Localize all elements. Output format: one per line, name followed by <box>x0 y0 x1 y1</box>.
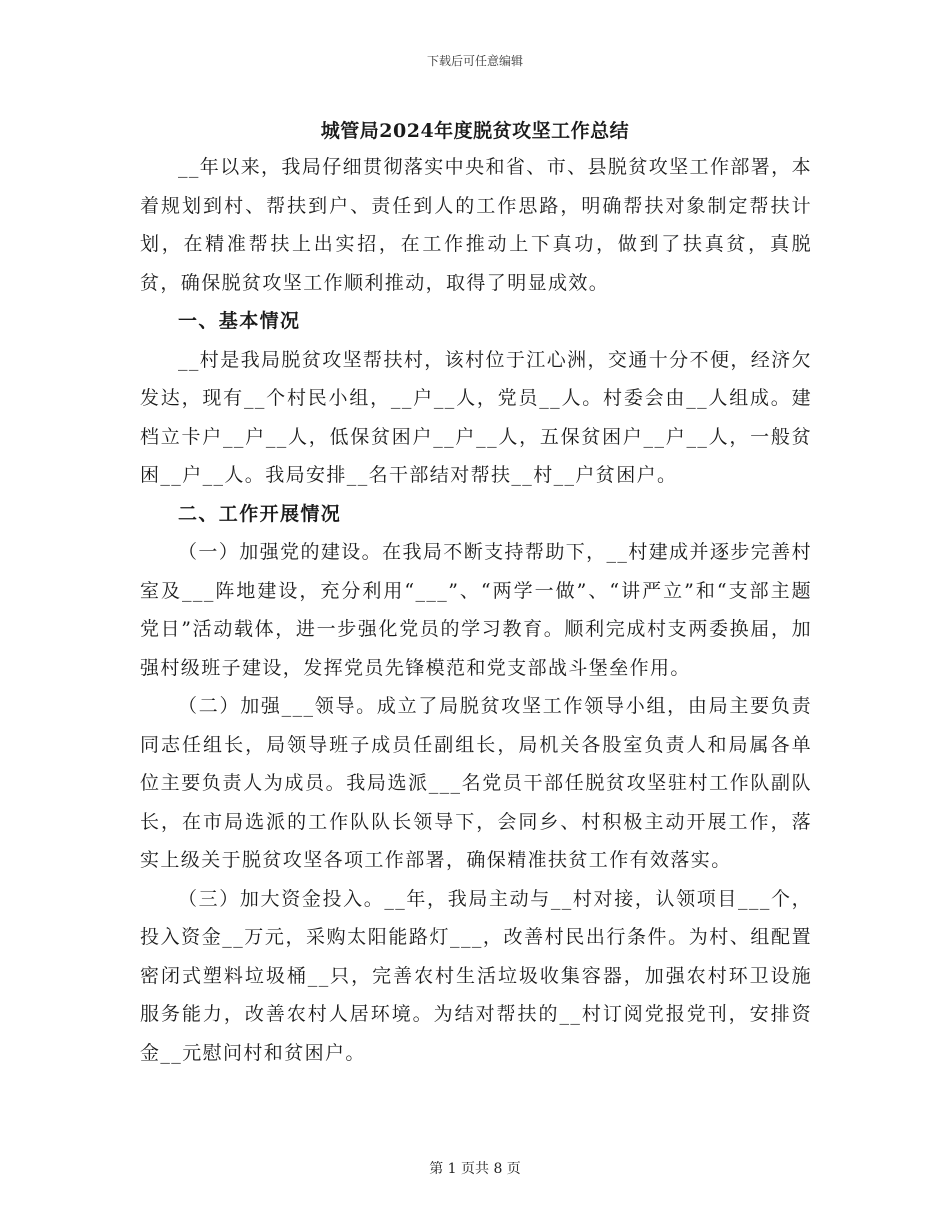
header-note: 下载后可任意编辑 <box>426 54 523 68</box>
section-heading-basic: 一、基本情况 <box>178 310 301 332</box>
page-number: 第 1 页共 8 页 <box>429 1161 521 1177</box>
work-paragraph-funding: （三）加大资金投入。__年，我局主动与__村对接，认领项目___个，投入资金__万元，采购太阳能路灯___，改善村民出行条件。为村、组配置密闭式塑料垃圾桶__只，完善农村生活垃圾收集容器，加强农村环卫设施服务能力，改善农村人居环境。为结对帮扶的__村订阅党报党刊，安排资金__元慰问村和贫困户。 <box>140 887 812 1064</box>
document-body <box>140 148 812 1072</box>
section-basic-paragraph: __村是我局脱贫攻坚帮扶村，该村位于江心洲，交通十分不便，经济欠发达，现有__个村民小组，__户__人，党员__人。村委会由__人组成。建档立卡户__户__人，低保贫困户__户__人，五保贫困户__户__人，一般贫困__户__人。我局安排__名干部结对帮扶__村__户贫困户。 <box>140 348 812 486</box>
section-heading-work: 二、工作开展情况 <box>178 502 342 525</box>
intro-paragraph: __年以来，我局仔细贯彻落实中央和省、市、县脱贫攻坚工作部署，本着规划到村、帮扶到户、责任到人的工作思路，明确帮扶对象制定帮扶计划，在精准帮扶上出实招，在工作推动上下真功，做到了扶真贫，真脱贫，确保脱贫攻坚工作顺利推动，取得了明显成效。 <box>140 156 812 294</box>
work-paragraph-party: （一）加强党的建设。在我局不断支持帮助下，__村建成并逐步完善村室及___阵地建设，充分利用“___”、“两学一做”、“讲严立”和“支部主题党日”活动载体，进一步强化党员的学习教育。顺利完成村支两委换届，加强村级班子建设，发挥党员先锋模范和党支部战斗堡垒作用。 <box>140 541 812 679</box>
work-paragraph-leadership: （二）加强___领导。成立了局脱贫攻坚工作领导小组，由局主要负责同志任组长，局领导班子成员任副组长，局机关各股室负责人和局属各单位主要负责人为成员。我局选派___名党员干部任脱贫攻坚驻村工作队副队长，在市局选派的工作队队长领导下，会同乡、村积极主动开展工作，落实上级关于脱贫攻坚各项工作部署，确保精准扶贫工作有效落实。 <box>140 695 812 871</box>
document-title: 城管局2024年度脱贫攻坚工作总结 <box>320 120 630 142</box>
